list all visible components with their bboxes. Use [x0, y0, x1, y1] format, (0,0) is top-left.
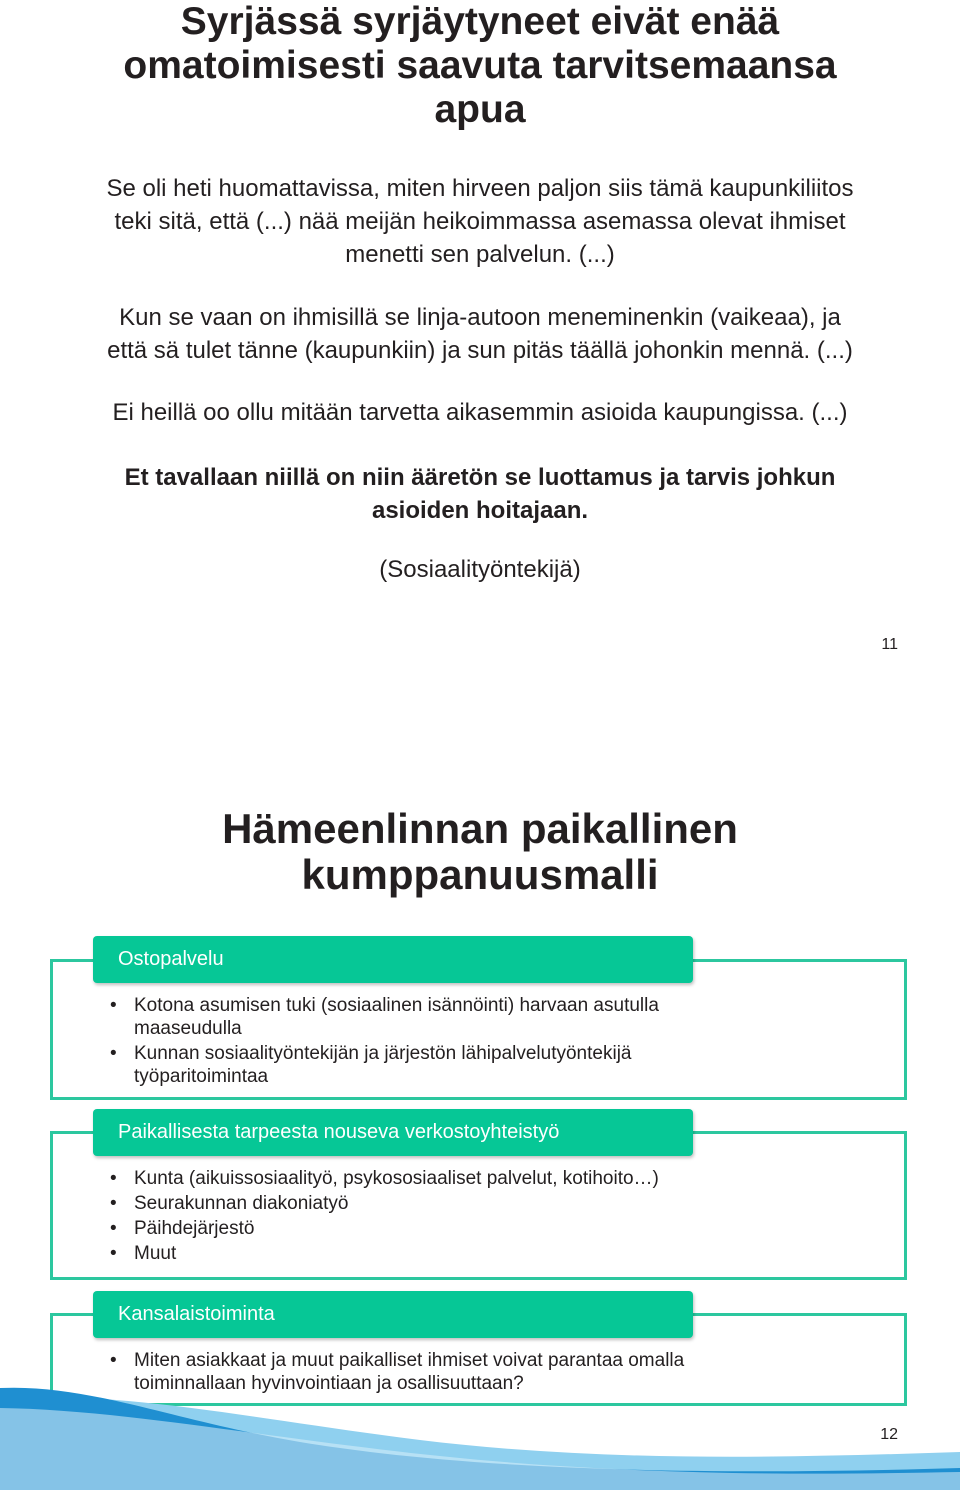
list-item: [108, 1242, 768, 1265]
section-header-label: Paikallisesta tarpeesta nouseva verkostoyhteistyö: [118, 1121, 560, 1143]
page-number: 11: [881, 636, 898, 653]
wave-decoration: [0, 1380, 960, 1490]
list-item: [108, 1192, 768, 1215]
quote-line: menetti sen palvelun. (...): [345, 241, 615, 268]
quote-line: Et tavallaan niillä on niin ääretön se luottamus ja tarvis johkun: [124, 464, 836, 491]
quote-paragraph: [0, 172, 960, 271]
section-header-label: Kansalaistoiminta: [118, 1303, 275, 1325]
quote-line: teki sitä, että (...) nää meijän heikoimmassa asemassa olevat ihmiset: [114, 208, 846, 235]
title-line: omatoimisesti saavuta tarvitsemaansa: [123, 44, 837, 87]
title-line: Hämeenlinnan paikallinen: [222, 805, 738, 852]
list-item-line: toiminnallaan hyvinvointiaan ja osallisuuttaan?: [134, 1373, 524, 1394]
list-item-line: • Seurakunnan diakoniatyö: [134, 1193, 349, 1214]
slide-title: [0, 0, 960, 132]
list-item-line: • Muut: [134, 1243, 177, 1264]
title-line: kumppanuusmalli: [301, 851, 659, 898]
title-line: apua: [434, 88, 526, 131]
slide-title: [0, 806, 960, 898]
list-item-line: • Päihdejärjestö: [134, 1218, 255, 1239]
list-item: [108, 994, 768, 1040]
quote-line: Kun se vaan on ihmisillä se linja-autoon meneminenkin (vaikeaa), ja: [119, 304, 841, 331]
quote-line: että sä tulet tänne (kaupunkiin) ja sun pitäs täällä johonkin mennä. (...): [107, 337, 853, 364]
quote-line: Se oli heti huomattavissa, miten hirveen paljon siis tämä kaupunkiliitos: [106, 175, 854, 202]
list-item-line: • Kunnan sosiaalityöntekijän ja järjestön lähipalvelutyöntekijä: [134, 1043, 632, 1064]
section-header: [93, 1291, 693, 1338]
quote-paragraph: [0, 396, 960, 429]
page-number: 12: [880, 1426, 898, 1443]
section-header: [93, 936, 693, 983]
list-item-line: • Kunta (aikuissosiaalityö, psykososiaaliset palvelut, kotihoito…): [134, 1168, 659, 1189]
title-line: Syrjässä syrjäytyneet eivät enää: [180, 0, 780, 43]
quote-source: (Sosiaalityöntekijä): [379, 556, 581, 583]
list-item: [108, 1167, 768, 1190]
quote-line: Ei heillä oo ollu mitään tarvetta aikasemmin asioida kaupungissa. (...): [112, 399, 848, 426]
quote-paragraph: [0, 301, 960, 367]
section-header: [93, 1109, 693, 1156]
quote-line: asioiden hoitajaan.: [371, 497, 589, 524]
list-item-line: työparitoimintaa: [134, 1066, 269, 1087]
section-header-label: Ostopalvelu: [118, 948, 224, 970]
quote-emphasis: [0, 461, 960, 527]
list-item-line: maaseudulla: [134, 1018, 242, 1039]
list-item: [108, 1042, 768, 1088]
list-item-line: • Miten asiakkaat ja muut paikalliset ihmiset voivat parantaa omalla: [134, 1350, 685, 1371]
section-list: [108, 994, 768, 1090]
list-item: [108, 1217, 768, 1240]
section-list: [108, 1167, 768, 1267]
list-item-line: • Kotona asumisen tuki (sosiaalinen isännöinti) harvaan asutulla: [134, 995, 659, 1016]
